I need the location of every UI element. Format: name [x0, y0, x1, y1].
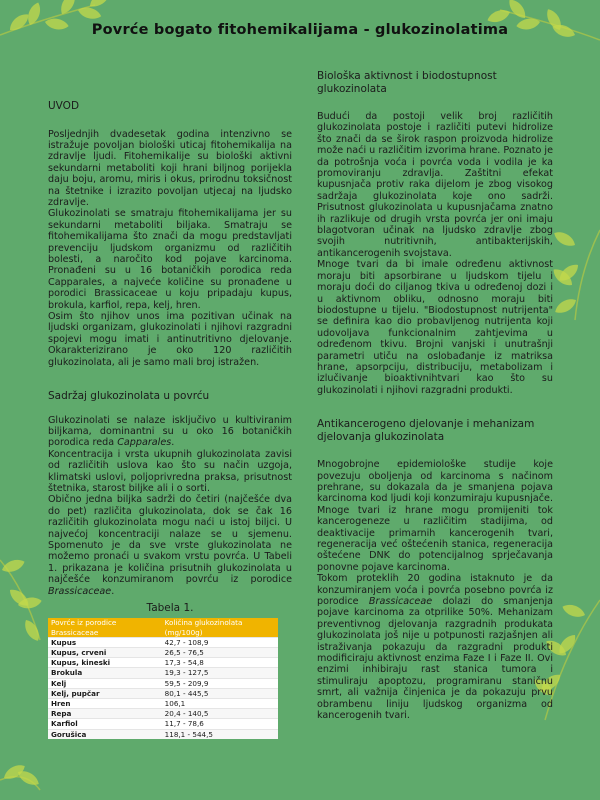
sadrzaj-paragraph-2: Koncentracija i vrsta ukupnih glukozinolata zavisi od različitih uslova kao što su način uzgoja, klimatski uslovi, poljoprivredna praksa, prisutnost štetnika, starost biljke ali i o sorti. [48, 448, 292, 494]
table-cell: Gorušica [48, 729, 162, 739]
table-row [48, 668, 278, 678]
table-row [48, 688, 278, 698]
uvod-paragraph-2: Glukozinolati se smatraju fitohemikalijama jer su sekundarni metaboliti biljaka. Smatraju se fitohemikalijama što znači da mogu predstavljati prevenciju ljudskom organizmu od različitih bolesti, a naročito kod pojave karcinoma. Pronađeni su u 16 botaničkih porodica reda Capparales, a najveće količine su pronađene u porodici Brassicaceae u koju pripadaju kupus, brokula, karfiol, repa, kelj, hren. [48, 208, 292, 311]
anti-paragraph-1: Mnogobrojne epidemiološke studije koje povezuju oboljenja od karcinoma s načinom prehrane, su dokazala da je smanjena pojava karcinoma kod ljudi koji konzumiraju kupusnjače. Mnoge tvari iz hrane mogu promijeniti tok kancerogeneze u različitim stadijima, od deaktivacije primarnih kancerogenih tvari, regeneracija već oštećenih stanica, regeneracija oštećene DNK do potencijalnog sprječavanja ponovne pojave karcinoma. [317, 459, 553, 573]
leaf-branch-bottom-left-icon [0, 761, 41, 790]
table-cell: 42,7 - 108,9 [162, 637, 278, 647]
table-caption: Tabela 1. [146, 602, 194, 615]
table-cell: 59,5 - 209,9 [162, 678, 278, 688]
table-row [48, 729, 278, 739]
table-header-cell: Količina glukozinolata (mg/100g) [162, 618, 278, 637]
table-cell: 118,1 - 544,5 [162, 729, 278, 739]
table-cell: 19,3 - 127,5 [162, 668, 278, 678]
table-cell: Repa [48, 709, 162, 719]
table-row [48, 719, 278, 729]
table-header-cell: Povrće iz porodice Brassicaceae [48, 618, 162, 637]
right-column [317, 70, 553, 722]
anti-heading: Antikancerogeno djelovanje i mehanizam djelovanja glukozinolata [317, 418, 535, 443]
table-row [48, 637, 278, 647]
table-cell: Kelj [48, 678, 162, 688]
table-cell: Kelj, pupčar [48, 688, 162, 698]
table-cell: 80,1 - 445,5 [162, 688, 278, 698]
page-title: Povrće bogato fitohemikalijama - glukozinolatima [91, 22, 509, 38]
table-cell: 106,1 [162, 699, 278, 709]
table-cell: 20,4 - 140,5 [162, 709, 278, 719]
leaf-branch-right-middle-icon [550, 228, 600, 320]
uvod-paragraph-1: Posljednjih dvadesetak godina intenzivno se istražuje povoljan biološki uticaj fitohemikalija na zdravlje ljudi. Fitohemikalije su biološki aktivni sekundarni metaboliti koji hrani biljnog porijekla daju boju, aromu, miris i okus, prirodnu toksičnost na štetnike i izrazito povoljan utjecaj na ljudsko zdravlje. [48, 128, 292, 208]
bio-paragraph-1: Budući da postoji velik broj različitih glukozinolata postoje i različiti putevi hidrolize što znači da se širok raspon proizvoda hidrolize može naći u različitim izvorima hrane. Poznato je da potrošnja voća i povrća voda i vodila je ka promoviranju zdravlja. Zaštitni efekat kupusnjača protiv raka dijelom je zbog visokog sadržaja glukozinolata koje ono sadrži. Prisutnost glukozinolata u kupusnjačama znatno ih razlikuje od drugih vrsta povrća jer oni imaju blagotvoran učinak na ljudsko zdravlje zbog svojih nutritivnih, antibakterijskih, antikancerogenih svojstava. [317, 111, 553, 259]
table-cell: Brokula [48, 668, 162, 678]
table-cell: 11,7 - 78,6 [162, 719, 278, 729]
table-header-row [48, 618, 278, 637]
table-cell: 17,3 - 54,8 [162, 658, 278, 668]
table-cell: Kupus, crveni [48, 648, 162, 658]
uvod-paragraph-3: Osim što njihov unos ima pozitivan učinak na ljudski organizam, glukozinolati i njihovi razgradni spojevi mogu imati i antinutritivno djelovanje. Okarakterizirano je oko 120 različitih glukozinolata, ali je samo mali broj istražen. [48, 311, 292, 368]
table-row [48, 678, 278, 688]
sadrzaj-heading: Sadržaj glukozinolata u povrću [48, 390, 210, 403]
table-cell: Hren [48, 699, 162, 709]
left-column [48, 100, 292, 739]
table-row [48, 648, 278, 658]
table-cell: 26,5 - 76,5 [162, 648, 278, 658]
table-cell: Kupus, kineski [48, 658, 162, 668]
table-cell: Karfiol [48, 719, 162, 729]
leaf-branch-left-middle-icon [0, 557, 43, 644]
bio-heading: Biološka aktivnost i biodostupnost glukozinolata [317, 70, 497, 95]
uvod-heading: UVOD [48, 100, 80, 112]
anti-paragraph-2: Tokom proteklih 20 godina istaknuto je da konzumiranjem voća i povrća posebno povrća iz porodice Brassicaceae dolazi do smanjenja pojave karcinoma za otprilike 50%. Mehanizam preventivnog djelovanja razgradnih produkata glukozinolata još nije u potpunosti razjašnjen ali istraživanja pokazuju da razgradni produkti modificiraju aktivnost enzima Faze I i Faze II. Ovi enzimi inhibiraju rast stanica tumora i stimuliraju apoptozu, programiranu staničnu smrt, ali važnija činjenica je da pokazuju prvu obrambenu liniju ljudskog organizma od kancerogenih tvari. [317, 573, 554, 722]
glucosinolate-table [48, 618, 278, 738]
sadrzaj-paragraph-1: Glukozinolati se nalaze isključivo u kultiviranim biljkama, dominantni su u oko 16 botaničkih porodica reda Capparales. [48, 414, 292, 449]
table-row [48, 658, 278, 668]
table-cell: Kupus [48, 637, 162, 647]
table-row [48, 709, 278, 719]
bio-paragraph-2: Mnoge tvari da bi imale određenu aktivnost moraju biti apsorbirane u ljudskom tijelu i moraju doći do ciljanog tkiva u određenoj dozi i u aktivnom obliku, odnosno moraju biti biodostupne u tijelu. "Biodostupnost nutrijenta" se definira kao dio probavljenog nutrijenta koji udovoljava funkcionalnim zahtjevima u određenom tkivu. Brojni vanjski i unutrašnji parametri utiču na oslobađanje iz matriksa hrane, apsorpciju, distribuciju, metabolizam i izlučivanje bioaktivnihtvari kao što su glukozinolati i njihovi razgradni produkti. [317, 259, 553, 396]
sadrzaj-paragraph-3: Obično jedna biljka sadrži do četiri (najčešće dva do pet) različita glukozinolata, dok se čak 16 različitih glukozinolata mogu naći u istoj biljci. U najvećoj koncentraciji nalaze se u sjemenu. Spomenuto je da sve vrste glukozinolata ne možemo pronaći u svakom vrstu povrća. U Tabeli 1. prikazana je količina prisutnih glukozinolata u najčešće konzumiranom povrću iz porodice Brassicaceae. [48, 494, 292, 597]
table-row [48, 699, 278, 709]
